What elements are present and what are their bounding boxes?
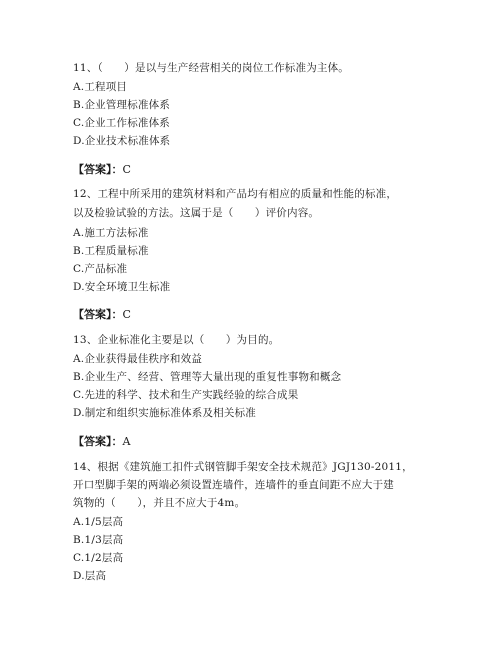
question-13-answer xyxy=(73,435,130,449)
question-14-option-b: B.1/3层高 xyxy=(73,534,124,546)
question-11-option-c: C.企业工作标准体系 xyxy=(73,117,170,129)
question-14-option-a: A.1/5层高 xyxy=(73,516,124,528)
answer-label: 【答案】： xyxy=(73,163,123,176)
answer-value: C xyxy=(122,163,131,176)
question-12-stem-line-2: 以及检验试验的方法。这属于是（ ）评价内容。 xyxy=(73,207,320,219)
question-13-option-b: B.企业生产、经营、管理等大量出现的重复性事物和概念 xyxy=(73,371,342,383)
question-11-option-b: B.企业管理标准体系 xyxy=(73,99,171,111)
question-11-answer xyxy=(73,163,131,177)
answer-label: 【答案】： xyxy=(73,435,123,448)
question-11-option-a: A.工程项目 xyxy=(73,81,128,93)
question-14-option-c: C.1/2层高 xyxy=(73,552,124,564)
question-12-option-d: D.安全环境卫生标准 xyxy=(73,281,171,293)
question-14-stem-line-2: 开口型脚手架的两端必须设置连墙件，连墙件的垂直间距不应大于建 xyxy=(73,479,394,491)
answer-value: A xyxy=(122,435,131,448)
question-14-stem-line-1: 14、根据《建筑施工扣件式钢管脚手架安全技术规范》JGJ130-2011， xyxy=(73,461,413,473)
question-12-option-c: C.产品标准 xyxy=(73,263,128,275)
question-12-stem-line-1: 12、工程中所采用的建筑材料和产品均有相应的质量和性能的标准， xyxy=(73,188,398,200)
question-12-answer xyxy=(73,308,131,322)
answer-label: 【答案】： xyxy=(73,308,123,321)
question-12-option-b: B.工程质量标准 xyxy=(73,245,149,257)
question-13-stem-line-1: 13、企业标准化主要是以（ ）为目的。 xyxy=(73,334,280,346)
question-12-option-a: A.施工方法标准 xyxy=(73,227,149,239)
question-14-stem-line-3: 筑物的（ ），并且不应大于4m。 xyxy=(73,497,246,509)
question-13-option-c: C.先进的科学、技术和生产实践经验的综合成果 xyxy=(73,389,299,401)
answer-value: C xyxy=(122,308,131,321)
question-13-option-a: A.企业获得最佳秩序和效益 xyxy=(73,353,203,365)
question-14-option-d: D.层高 xyxy=(73,570,107,582)
question-11-option-d: D.企业技术标准体系 xyxy=(73,135,171,147)
question-13-option-d: D.制定和组织实施标准体系及相关标准 xyxy=(73,407,256,419)
question-11-stem-line-1: 11、（ ）是以与生产经营相关的岗位工作标准为主体。 xyxy=(73,62,350,74)
